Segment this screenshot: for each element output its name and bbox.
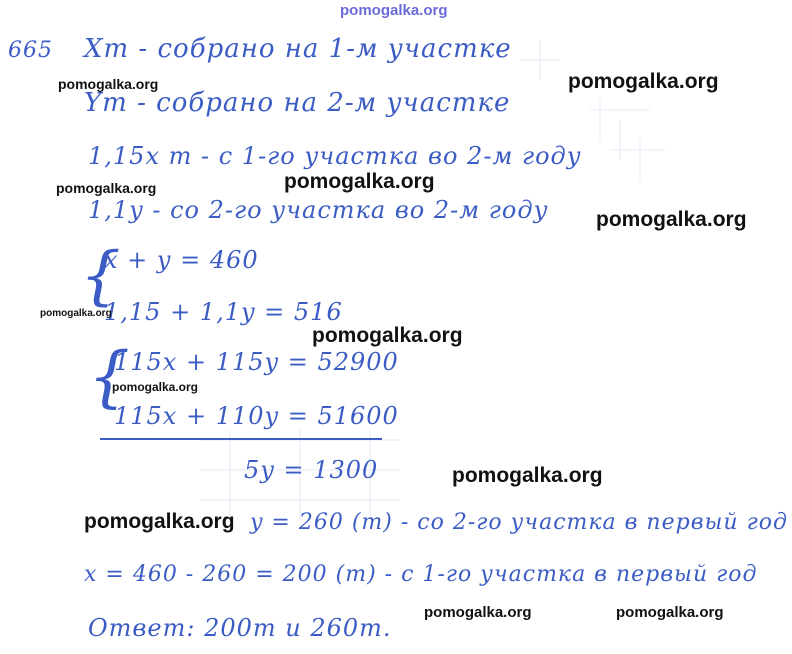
definition-line-2: Yт - собрано на 2-м участке <box>84 88 511 118</box>
watermark: pomogalka.org <box>84 510 235 533</box>
site-header[interactable]: pomogalka.org <box>340 2 448 19</box>
answer-line: Ответ: 200т и 260т. <box>88 614 392 642</box>
equation-4: 115x + 110y = 51600 <box>114 402 399 430</box>
equation-5: 5y = 1300 <box>244 456 379 484</box>
watermark: pomogalka.org <box>452 464 603 487</box>
problem-number: 665 <box>8 38 53 63</box>
definition-line-4: 1,1y - со 2-го участка во 2-м году <box>88 196 549 224</box>
definition-line-1: Xт - собрано на 1-м участке <box>84 34 512 64</box>
watermark: pomogalka.org <box>596 208 747 231</box>
result-line-1: y = 260 (т) - со 2-го участка в первый год <box>250 510 788 535</box>
equation-2: 1,15 + 1,1y = 516 <box>104 298 343 326</box>
watermark: pomogalka.org <box>112 380 199 394</box>
watermark: pomogalka.org <box>568 70 719 93</box>
watermark: pomogalka.org <box>424 604 532 621</box>
equation-3: 115x + 115y = 52900 <box>114 348 399 376</box>
watermark: pomogalka.org <box>312 324 463 347</box>
watermark: pomogalka.org <box>40 308 112 319</box>
equation-1: x + y = 460 <box>104 246 259 274</box>
result-line-2: x = 460 - 260 = 200 (т) - с 1-го участка в первый год <box>84 562 758 587</box>
watermark: pomogalka.org <box>58 76 159 92</box>
definition-line-3: 1,15x т - с 1-го участка во 2-м году <box>88 142 582 170</box>
system-brace-1: { <box>80 239 121 313</box>
system-brace-2: { <box>88 338 130 415</box>
watermark: pomogalka.org <box>284 170 435 193</box>
subtraction-line <box>100 438 382 440</box>
watermark: pomogalka.org <box>616 604 724 621</box>
watermark: pomogalka.org <box>56 180 157 196</box>
